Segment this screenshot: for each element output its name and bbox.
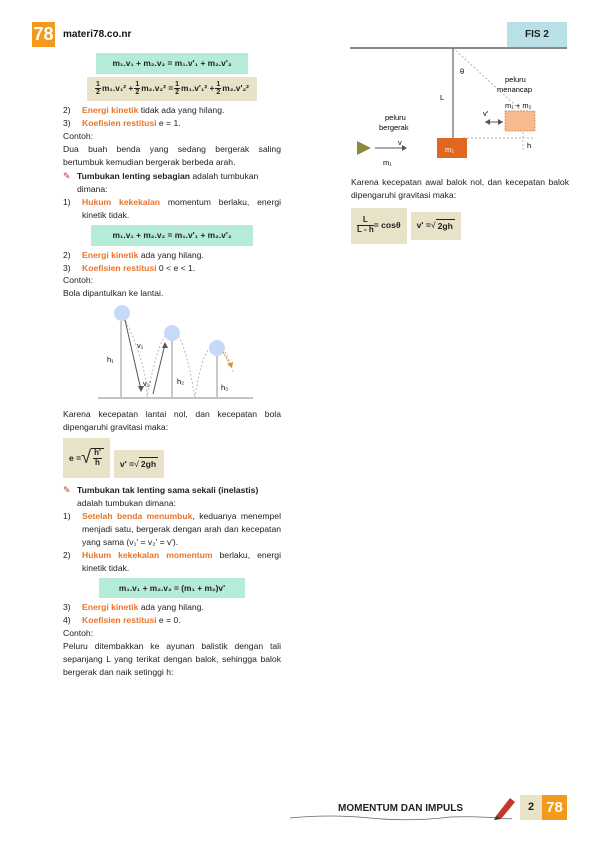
label-theta: θ [460, 67, 465, 76]
label-v: v [398, 138, 402, 147]
example-text: Bola dipantulkan ke lantai. [63, 288, 164, 299]
list-item: 4) Koefisien restitusi e = 0. [63, 615, 181, 626]
label-h3: h₃ [221, 383, 229, 393]
label-h: h [527, 141, 532, 150]
list-item: 2) Energi kinetik ada yang hilang. [63, 249, 204, 260]
list-item: 2) Energi kinetik tidak ada yang hilang. [63, 104, 225, 115]
list-item: 2) Hukum kekekalan momentum berlaku, energi kinetik tidak. [63, 550, 281, 573]
label-h2: h₂ [177, 377, 185, 387]
paragraph: Karena kecepatan awal balok nol, dan kecepatan balok dipengaruhi gravitasi maka: [351, 177, 569, 200]
svg-text:menancap: menancap [497, 85, 533, 94]
bouncing-ball-diagram [63, 302, 281, 402]
ball-2 [164, 325, 180, 341]
example-text: Peluru ditembakkan ke ayunan balistik dengan tali sepanjang L yang terikat dengan balok, sehingga balok bergerak dan naik setinggi h: [63, 641, 281, 677]
pencil-icon [492, 792, 518, 820]
page-number-big: 78 [542, 795, 567, 820]
list-item: 1) Hukum kekekalan momentum berlaku, energi kinetik tidak. [63, 197, 282, 221]
page-number-badge: 78 [32, 22, 55, 47]
page-number-small: 2 [520, 795, 542, 820]
example-label: Contoh: [63, 628, 94, 639]
ball-1 [114, 305, 130, 321]
pencil-icon: ✎ [63, 484, 71, 495]
example-label: Contoh: [63, 130, 94, 141]
formula-v-pendulum: v' = √ 2gh [411, 212, 461, 240]
label-L: L [440, 93, 445, 102]
v1p-arrow [153, 344, 165, 394]
paragraph: Karena kecepatan lantai nol, dan kecepatan bola dipengaruhi gravitasi maka: [63, 409, 281, 433]
formula-partial-momentum: m₁.v₁ + m₂.v₂ = m₁.v'₁ + m₂.v'₂ [91, 225, 253, 246]
pencil-icon: ✎ [63, 171, 71, 182]
section-heading-inelastic: ✎ Tumbukan tak lenting sama sekali (inelastis) [63, 484, 281, 498]
label-v1p: v₁' [143, 379, 151, 389]
list-item: 3) Energi kinetik ada yang hilang. [63, 602, 204, 613]
paragraph: adalah tumbukan dimana: [77, 498, 176, 509]
label-vp: v' [483, 109, 489, 118]
svg-text:bergerak: bergerak [379, 123, 409, 132]
example-text: Dua buah benda yang sedang bergerak saling bertumbuk kemudian bergerak berbeda arah. [63, 143, 281, 167]
fraction-half: $\frac{1}{2}$ [96, 80, 100, 97]
left-column [63, 50, 281, 679]
v1-arrow [125, 320, 141, 390]
right-column [351, 176, 569, 244]
list-item: 1) Setelah benda menumbuk, keduanya menempel menjadi satu, bergerak dengan arah dan kecepatan yang sama (v₁' = v₂' = v'). [63, 511, 281, 548]
ball-3 [209, 340, 225, 356]
formula-elastic-momentum: m₁.v₁ + m₂.v₂ = m₁.v'₁ + m₂.v'₂ [96, 53, 248, 74]
example-label: Contoh: [63, 275, 94, 286]
section-heading-partial: ✎ Tumbukan lenting sebagian adalah tumbukan dimana: [63, 171, 259, 195]
list-item: 3) Koefisien restitusi 0 < e < 1. [63, 262, 196, 273]
list-item: 3) Koefisien restitusi e = 1. [63, 117, 181, 128]
label-v1: v₁ [137, 341, 144, 351]
label-peluru-bergerak: peluru [385, 113, 406, 122]
formula-elastic-energy: $\frac{1}{2}$ m₁.v₁² + $\frac{1}{2}$ m₂.v₂² = $\frac{1}{2}$ m₁.v'₁² + $\frac{1}{2}$ m₂.v'₂² [87, 77, 257, 101]
formula-cos: $\frac{L}{L - h}$ = cosθ [351, 208, 407, 244]
footer-underline [290, 810, 515, 824]
label-peluru-menancap: peluru [505, 75, 526, 84]
footer-title: MOMENTUM DAN IMPULS [338, 803, 463, 814]
bullet [357, 141, 371, 155]
formula-row-pendulum [351, 208, 569, 244]
label-m1: m₁ [383, 158, 392, 167]
label-h1: h₁ [107, 355, 114, 365]
formula-v: v' = √ 2gh [114, 450, 164, 478]
label-m2: m₂ [445, 145, 455, 154]
subject-badge: FIS 2 [507, 22, 567, 47]
label-m1m2: m₁ + m₂ [505, 101, 532, 110]
ballistic-pendulum-diagram [345, 44, 567, 174]
formula-inelastic: m₁.v₁ + m₂.v₂ = (m₁ + m₂)v' [99, 578, 245, 599]
formula-row-restitution [63, 438, 281, 478]
block-raised [505, 111, 535, 131]
formula-e: e = √ $\frac{h'}{h}$ [63, 438, 110, 478]
site-name: materi78.co.nr [63, 29, 132, 40]
